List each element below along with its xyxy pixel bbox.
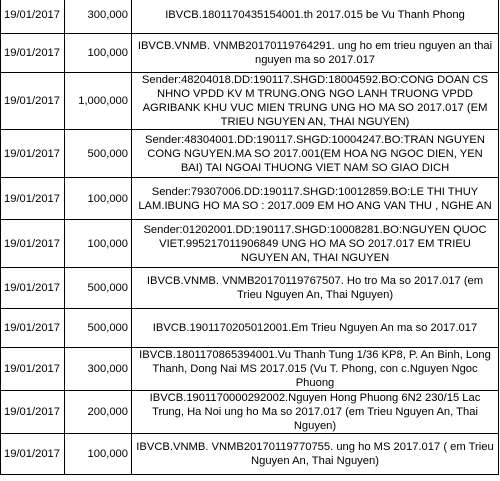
row-date: 19/01/2017 <box>1 434 65 475</box>
table-row <box>1 130 499 178</box>
row-date: 19/01/2017 <box>1 73 65 130</box>
table-row <box>1 178 499 220</box>
row-amount: 100,000 <box>65 34 132 73</box>
row-description: IBVCB.1801170435154001.th 2017.015 be Vu Thanh Phong <box>132 0 499 34</box>
row-description: Sender:48204018.DD:190117.SHGD:18004592.BO:CONG DOAN CS NHNO VPDD KV M TRUNG.ONG NGO LANH TRUONG VPDD AGRIBANK KHU VUC MIEN TRUNG UNG HO MA SO 2017.017 (EM TRIEU NGUYEN AN, THAI NGUYEN) <box>132 73 499 130</box>
row-date: 19/01/2017 <box>1 268 65 309</box>
row-amount: 1,000,000 <box>65 73 132 130</box>
row-description: Sender:48304001.DD:190117.SHGD:10004247.BO:TRAN NGUYEN CONG NGUYEN.MA SO 2017.001(EM HOA NG NGOC DIEN, YEN BAI) TAI NGOAI THUONG VIET NAM SO GIAO DICH <box>132 130 499 178</box>
row-description: Sender:79307006.DD:190117.SHGD:10012859.BO:LE THI THUY LAM.IBUNG HO MA SO : 2017.009 EM HO ANG VAN THU , NGHE AN <box>132 178 499 220</box>
table-row <box>1 0 499 34</box>
row-amount: 300,000 <box>65 348 132 391</box>
row-date: 19/01/2017 <box>1 220 65 268</box>
row-date: 19/01/2017 <box>1 348 65 391</box>
row-description: IBVCB.VNMB. VNMB20170119767507. Ho tro Ma so 2017.017 (em Trieu Nguyen An, Thai Nguyen) <box>132 268 499 309</box>
row-amount: 500,000 <box>65 309 132 348</box>
row-date: 19/01/2017 <box>1 309 65 348</box>
row-description: IBVCB.1901170000292002.Nguyen Hong Phuong 6N2 230/15 Lac Trung, Ha Noi ung ho Ma so 2017.017 (em Trieu Nguyen An, Thai Nguyen) <box>132 391 499 434</box>
row-description: IBVCB.1901170205012001.Em Trieu Nguyen An ma so 2017.017 <box>132 309 499 348</box>
row-amount: 500,000 <box>65 130 132 178</box>
row-amount: 100,000 <box>65 220 132 268</box>
row-description: IBVCB.1801170865394001.Vu Thanh Tung 1/36 KP8, P. An Binh, Long Thanh, Dong Nai MS 2017.015 (Vu T. Phong, con c.Nguyen Ngoc Phuong <box>132 348 499 391</box>
row-description: Sender:01202001.DD:190117.SHGD:10008281.BO:NGUYEN QUOC VIET.995217011906849 UNG HO MA SO 2017.017 EM TRIEU NGUYEN AN, THAI NGUYEN <box>132 220 499 268</box>
table-row <box>1 268 499 309</box>
row-amount: 500,000 <box>65 268 132 309</box>
table-row <box>1 220 499 268</box>
row-amount: 200,000 <box>65 391 132 434</box>
table-row <box>1 34 499 73</box>
row-amount: 300,000 <box>65 0 132 34</box>
row-description: IBVCB.VNMB. VNMB20170119770755. ung ho MS 2017.017 ( em Trieu Nguyen An, Thai Nguyen) <box>132 434 499 475</box>
row-amount: 100,000 <box>65 178 132 220</box>
row-date: 19/01/2017 <box>1 130 65 178</box>
row-date: 19/01/2017 <box>1 34 65 73</box>
table-row <box>1 348 499 391</box>
table-row <box>1 73 499 130</box>
row-date: 19/01/2017 <box>1 391 65 434</box>
table-row <box>1 309 499 348</box>
row-description: IBVCB.VNMB. VNMB20170119764291. ung ho em trieu nguyen an thai nguyen ma so 2017.017 <box>132 34 499 73</box>
row-amount: 100,000 <box>65 434 132 475</box>
row-date: 19/01/2017 <box>1 0 65 34</box>
table-row <box>1 391 499 434</box>
table-row <box>1 434 499 475</box>
row-date: 19/01/2017 <box>1 178 65 220</box>
